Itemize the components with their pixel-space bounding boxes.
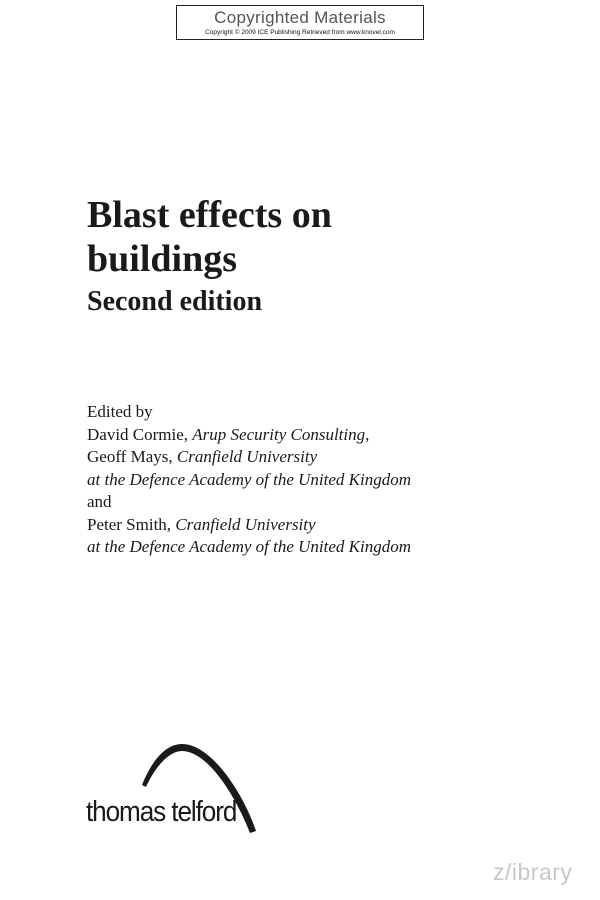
book-title-block	[87, 193, 547, 319]
editor-1-separator: ,	[365, 424, 370, 444]
editor-2-affiliation: Cranfield University	[176, 447, 318, 466]
book-edition: Second edition	[87, 286, 263, 317]
editor-3-affiliation-continued: at the Defence Academy of the United Kingdom	[87, 537, 412, 556]
editor-2	[87, 446, 567, 469]
editors-block	[87, 401, 567, 559]
editor-2-name: Geoff Mays,	[87, 447, 177, 466]
publisher-logo-text: thomas telford	[86, 796, 237, 828]
editor-3	[87, 514, 567, 537]
editor-1-affiliation: Arup Security Consulting	[192, 424, 366, 444]
editor-1-name: David Cormie,	[87, 424, 193, 444]
editor-2-affiliation-continued: at the Defence Academy of the United Kingdom	[87, 469, 412, 489]
copyright-stamp-title: Copyrighted Materials	[214, 8, 386, 27]
copyright-stamp	[176, 5, 424, 40]
copyright-stamp-subtitle: Copyright © 2009 ICE Publishing Retrieved from www.knovel.com	[205, 29, 395, 36]
editors-conjunction: and	[87, 492, 112, 511]
editor-1	[87, 424, 567, 447]
zlibrary-watermark: z/ibrary	[493, 859, 573, 885]
book-title-line-2: buildings	[87, 238, 237, 280]
edited-by-label: Edited by	[87, 402, 153, 421]
editor-3-affiliation: Cranfield University	[175, 514, 316, 534]
book-title-line-1: Blast effects on	[87, 194, 332, 236]
editor-3-name: Peter Smith,	[87, 514, 176, 534]
